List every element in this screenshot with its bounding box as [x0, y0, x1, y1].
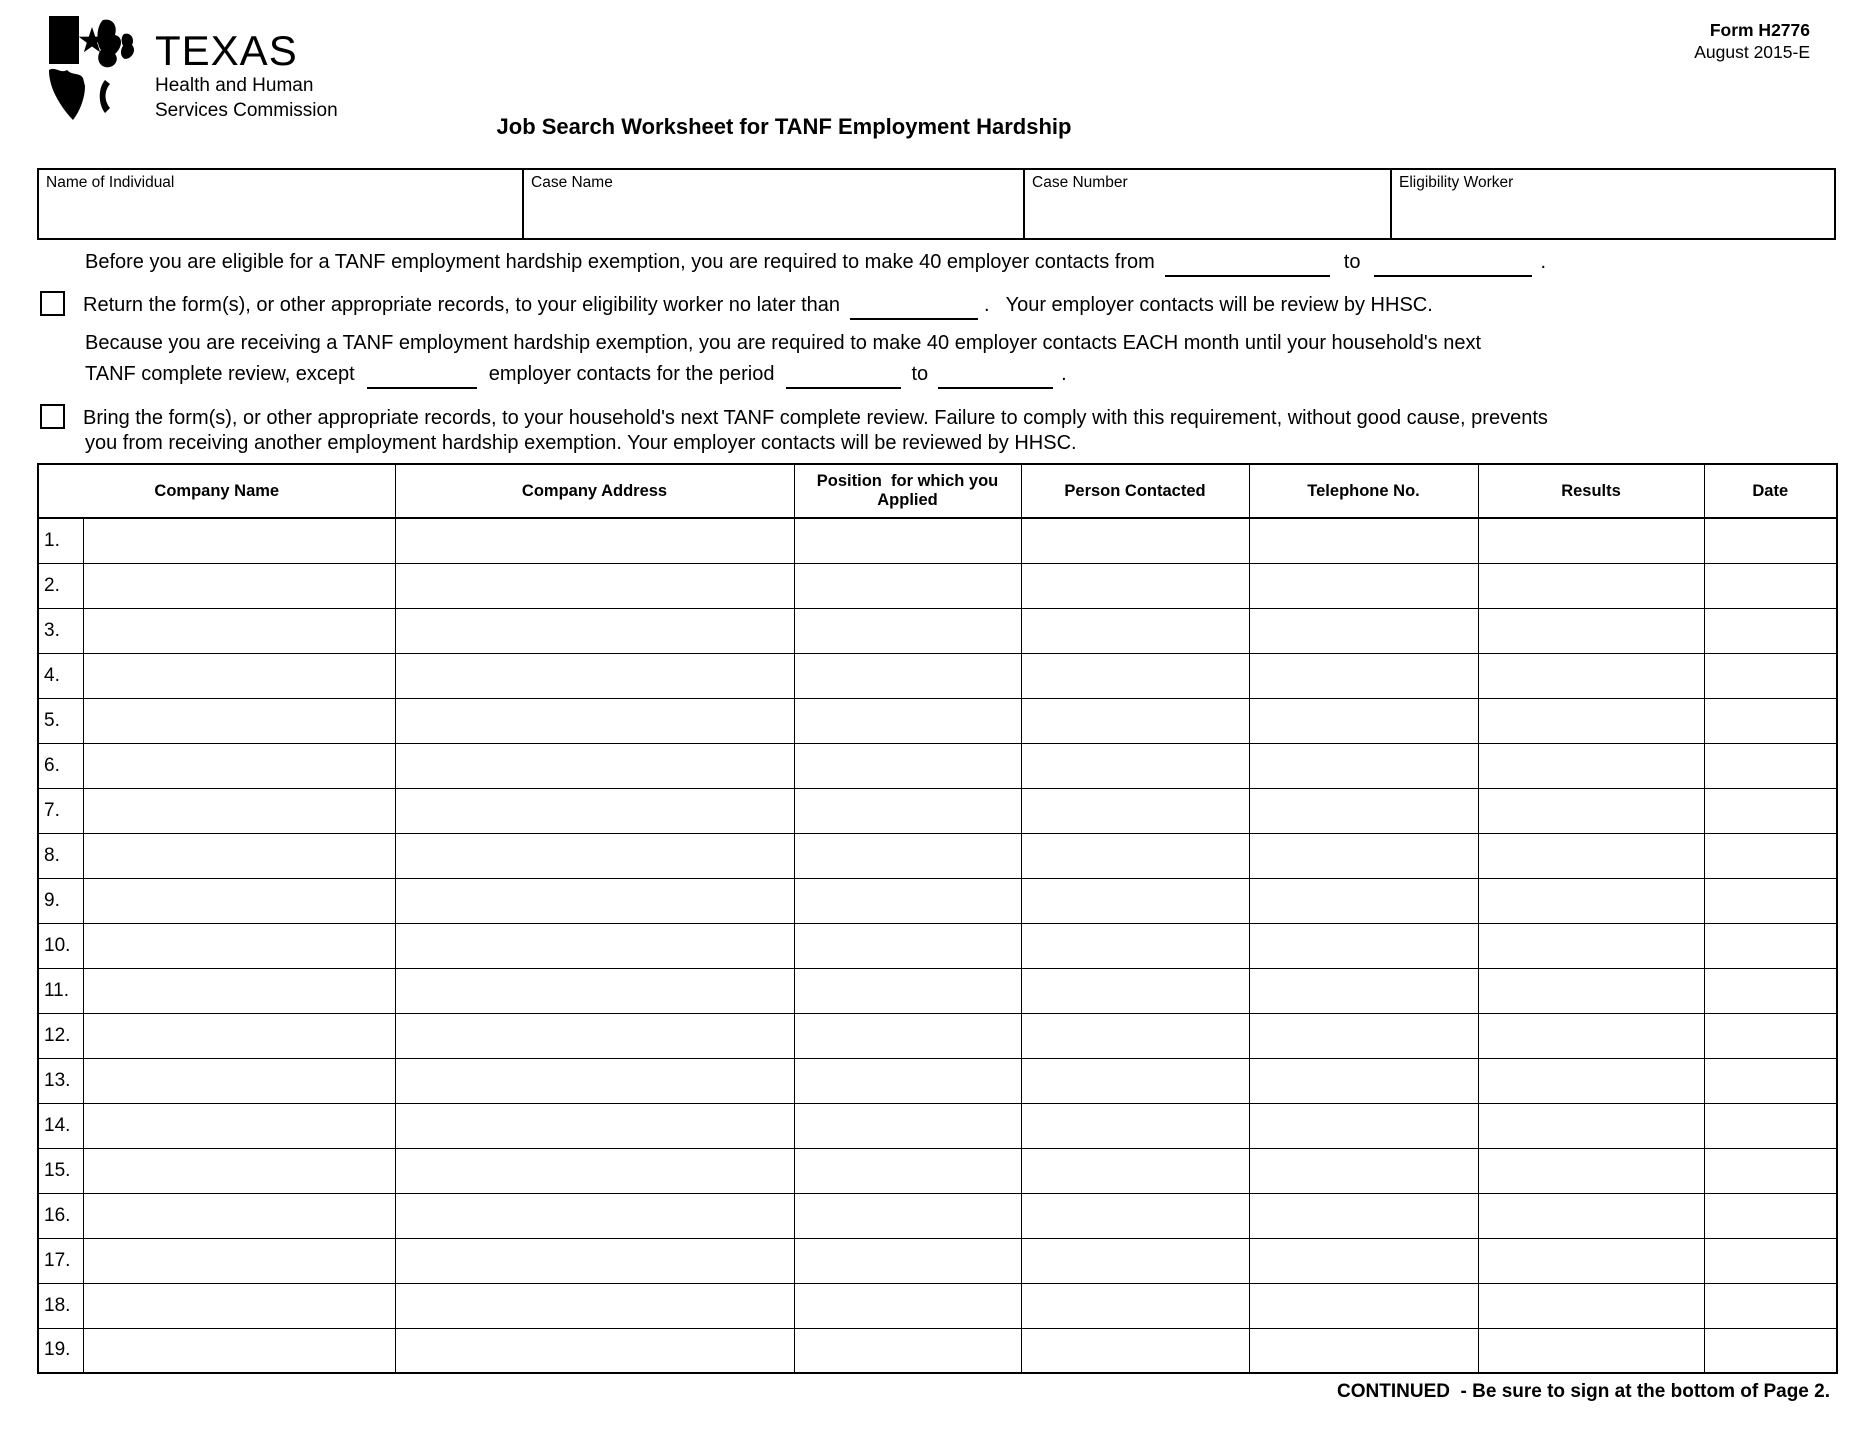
instruction-text: . [1540, 251, 1547, 273]
entry-cell[interactable] [1478, 833, 1704, 878]
entry-cell[interactable] [1021, 698, 1249, 743]
entry-cell[interactable] [1249, 1238, 1478, 1283]
entry-cell[interactable] [1249, 698, 1478, 743]
logo-subtitle-line2: Services Commission [155, 100, 338, 122]
entry-cell[interactable] [1478, 1103, 1704, 1148]
table-row [38, 518, 1837, 563]
entry-cell[interactable] [794, 1238, 1021, 1283]
entry-cell[interactable] [1478, 1238, 1704, 1283]
identification-fields [37, 168, 1836, 240]
row-number: 17. [38, 1238, 83, 1283]
table-row [38, 788, 1837, 833]
instruction-text: to [1343, 251, 1361, 273]
table-row [38, 608, 1837, 653]
entry-cell[interactable] [1249, 833, 1478, 878]
entry-cell[interactable] [395, 1283, 794, 1328]
continued-note: CONTINUED - Be sure to sign at the bottom of Page 2. [1337, 1381, 1830, 1402]
entry-cell[interactable] [1704, 1103, 1837, 1148]
column-header-person-contacted: Person Contacted [1021, 464, 1249, 518]
entry-cell[interactable] [83, 1193, 395, 1238]
form-identifier [1694, 20, 1810, 64]
entry-cell[interactable] [1704, 788, 1837, 833]
entry-cell[interactable] [1249, 1193, 1478, 1238]
entry-cell[interactable] [1249, 788, 1478, 833]
entry-cell[interactable] [1704, 563, 1837, 608]
entry-cell[interactable] [1249, 1058, 1478, 1103]
entry-cell[interactable] [1478, 518, 1704, 563]
entry-cell[interactable] [395, 1058, 794, 1103]
table-row [38, 923, 1837, 968]
table-row [38, 743, 1837, 788]
entry-cell[interactable] [83, 653, 395, 698]
contacts-from-date-blank[interactable] [1165, 257, 1330, 277]
entry-cell[interactable] [794, 1013, 1021, 1058]
entry-cell[interactable] [395, 788, 794, 833]
entry-cell[interactable] [1704, 1148, 1837, 1193]
table-row [38, 1283, 1837, 1328]
entry-cell[interactable] [1704, 878, 1837, 923]
entry-cell[interactable] [794, 608, 1021, 653]
except-contacts-count-blank[interactable] [367, 369, 477, 389]
logo-texas-text: TEXAS [155, 27, 298, 74]
column-header-company-address: Company Address [395, 464, 794, 518]
case-number-label: Case Number [1032, 174, 1128, 191]
entry-cell[interactable] [83, 743, 395, 788]
entry-cell[interactable] [794, 833, 1021, 878]
entry-cell[interactable] [1249, 608, 1478, 653]
row-number: 19. [38, 1328, 83, 1373]
texas-state-icon [47, 14, 147, 122]
table-row [38, 563, 1837, 608]
entry-cell[interactable] [1704, 1058, 1837, 1103]
instruction-text: TANF complete review, except [85, 363, 355, 385]
entry-cell[interactable] [1704, 653, 1837, 698]
entry-cell[interactable] [395, 563, 794, 608]
table-row [38, 1103, 1837, 1148]
row-number: 1. [38, 518, 83, 563]
table-header-row [38, 464, 1837, 518]
form-revision: August 2015-E [1694, 41, 1810, 62]
row-number: 7. [38, 788, 83, 833]
table-row [38, 1013, 1837, 1058]
return-forms-checkbox[interactable] [40, 291, 65, 316]
entry-cell[interactable] [395, 518, 794, 563]
entry-cell[interactable] [1704, 1013, 1837, 1058]
entry-cell[interactable] [1478, 698, 1704, 743]
case-name-label: Case Name [531, 174, 613, 191]
table-row [38, 968, 1837, 1013]
entry-cell[interactable] [794, 518, 1021, 563]
entry-cell[interactable] [1021, 833, 1249, 878]
bring-forms-checkbox[interactable] [40, 404, 65, 429]
entry-cell[interactable] [794, 1283, 1021, 1328]
entry-cell[interactable] [1021, 743, 1249, 788]
row-number: 5. [38, 698, 83, 743]
row-number: 8. [38, 833, 83, 878]
entry-cell[interactable] [1021, 1148, 1249, 1193]
entry-cell[interactable] [1249, 1013, 1478, 1058]
job-table-body [38, 518, 1837, 1373]
entry-cell[interactable] [395, 968, 794, 1013]
entry-cell[interactable] [1478, 653, 1704, 698]
entry-cell[interactable] [1478, 1058, 1704, 1103]
entry-cell[interactable] [83, 878, 395, 923]
entry-cell[interactable] [1249, 743, 1478, 788]
entry-cell[interactable] [794, 698, 1021, 743]
instruction-line-bring-forms-cont [85, 432, 1077, 455]
entry-cell[interactable] [1021, 518, 1249, 563]
entry-cell[interactable] [1478, 968, 1704, 1013]
form-number: Form H2776 [1709, 20, 1810, 40]
entry-cell[interactable] [1704, 1283, 1837, 1328]
entry-cell[interactable] [794, 653, 1021, 698]
entry-cell[interactable] [83, 563, 395, 608]
entry-cell[interactable] [1478, 563, 1704, 608]
row-number: 3. [38, 608, 83, 653]
entry-cell[interactable] [1021, 563, 1249, 608]
entry-cell[interactable] [1478, 1283, 1704, 1328]
entry-cell[interactable] [1704, 833, 1837, 878]
entry-cell[interactable] [395, 833, 794, 878]
entry-cell[interactable] [1478, 1148, 1704, 1193]
entry-cell[interactable] [1704, 518, 1837, 563]
entry-cell[interactable] [395, 1148, 794, 1193]
row-number: 15. [38, 1148, 83, 1193]
entry-cell[interactable] [395, 878, 794, 923]
entry-cell[interactable] [1249, 1103, 1478, 1148]
column-header-results: Results [1478, 464, 1704, 518]
entry-cell[interactable] [1021, 1283, 1249, 1328]
entry-cell[interactable] [1704, 743, 1837, 788]
name-of-individual-label: Name of Individual [46, 174, 175, 191]
entry-cell[interactable] [794, 1148, 1021, 1193]
entry-cell[interactable] [1249, 1328, 1478, 1373]
case-name-field[interactable] [522, 170, 1023, 238]
entry-cell[interactable] [395, 698, 794, 743]
row-number: 18. [38, 1283, 83, 1328]
no-later-than-date-blank[interactable] [850, 300, 978, 320]
instruction-line-return-forms [40, 291, 1433, 320]
instruction-text: Before you are eligible for a TANF employment hardship exemption, you are required to make 40 employer contacts from [85, 251, 1155, 273]
entry-cell[interactable] [1478, 878, 1704, 923]
entry-cell[interactable] [395, 653, 794, 698]
table-row [38, 1328, 1837, 1373]
instruction-text: Because you are receiving a TANF employment hardship exemption, you are required to make 40 employer contacts EACH month until your household's next [85, 332, 1482, 354]
entry-cell[interactable] [395, 1328, 794, 1373]
entry-cell[interactable] [1021, 1193, 1249, 1238]
entry-cell[interactable] [1021, 653, 1249, 698]
entry-cell[interactable] [1704, 968, 1837, 1013]
eligibility-worker-label: Eligibility Worker [1399, 174, 1514, 191]
table-row [38, 1148, 1837, 1193]
table-row [38, 1238, 1837, 1283]
instruction-line-complete-review [85, 363, 1067, 389]
table-row [38, 698, 1837, 743]
entry-cell[interactable] [1704, 1193, 1837, 1238]
instruction-text: Bring the form(s), or other appropriate records, to your household's next TANF complete review. Failure to comply with this requirement, without good cause, prevents [83, 407, 1548, 429]
entry-cell[interactable] [83, 1238, 395, 1283]
entry-cell[interactable] [83, 923, 395, 968]
page-title: Job Search Worksheet for TANF Employment Hardship [496, 114, 1072, 139]
entry-cell[interactable] [83, 788, 395, 833]
entry-cell[interactable] [1478, 1193, 1704, 1238]
row-number: 2. [38, 563, 83, 608]
name-of-individual-field[interactable] [39, 170, 522, 238]
instruction-line-bring-forms [40, 404, 1548, 430]
entry-cell[interactable] [1249, 878, 1478, 923]
eligibility-worker-field[interactable] [1390, 170, 1834, 238]
entry-cell[interactable] [1478, 743, 1704, 788]
row-number: 9. [38, 878, 83, 923]
contacts-to-date-blank[interactable] [1374, 257, 1532, 277]
period-to-date-blank[interactable] [938, 369, 1053, 389]
entry-cell[interactable] [794, 878, 1021, 923]
row-number: 10. [38, 923, 83, 968]
entry-cell[interactable] [1249, 653, 1478, 698]
entry-cell[interactable] [1249, 1283, 1478, 1328]
column-header-telephone: Telephone No. [1249, 464, 1478, 518]
entry-cell[interactable] [83, 1013, 395, 1058]
entry-cell[interactable] [83, 518, 395, 563]
entry-cell[interactable] [1478, 1328, 1704, 1373]
instruction-text: you from receiving another employment hardship exemption. Your employer contacts will be reviewed by HHSC. [85, 432, 1077, 454]
entry-cell[interactable] [1249, 1148, 1478, 1193]
entry-cell[interactable] [83, 1148, 395, 1193]
entry-cell[interactable] [1021, 1013, 1249, 1058]
instruction-text: to [911, 363, 929, 385]
entry-cell[interactable] [794, 1058, 1021, 1103]
entry-cell[interactable] [1021, 608, 1249, 653]
table-row [38, 653, 1837, 698]
entry-cell[interactable] [1021, 1058, 1249, 1103]
row-number: 12. [38, 1013, 83, 1058]
entry-cell[interactable] [1021, 878, 1249, 923]
entry-cell[interactable] [395, 743, 794, 788]
entry-cell[interactable] [83, 1328, 395, 1373]
logo-subtitle-line1: Health and Human [155, 75, 314, 96]
entry-cell[interactable] [395, 1193, 794, 1238]
entry-cell[interactable] [395, 608, 794, 653]
entry-cell[interactable] [83, 1103, 395, 1148]
entry-cell[interactable] [1478, 1013, 1704, 1058]
entry-cell[interactable] [395, 1013, 794, 1058]
texas-hhsc-logo [47, 12, 367, 122]
entry-cell[interactable] [794, 1193, 1021, 1238]
entry-cell[interactable] [83, 1283, 395, 1328]
entry-cell[interactable] [794, 563, 1021, 608]
instruction-text: employer contacts for the period [488, 363, 775, 385]
entry-cell[interactable] [1249, 968, 1478, 1013]
entry-cell[interactable] [1704, 1238, 1837, 1283]
entry-cell[interactable] [794, 968, 1021, 1013]
row-number: 11. [38, 968, 83, 1013]
row-number: 13. [38, 1058, 83, 1103]
entry-cell[interactable] [1478, 608, 1704, 653]
entry-cell[interactable] [1249, 518, 1478, 563]
instruction-text: . [984, 294, 990, 316]
table-row [38, 1193, 1837, 1238]
instruction-line-before-eligible [85, 251, 1546, 277]
job-search-table [37, 463, 1838, 1374]
entry-cell[interactable] [1249, 923, 1478, 968]
period-from-date-blank[interactable] [786, 369, 901, 389]
row-number: 16. [38, 1193, 83, 1238]
entry-cell[interactable] [1249, 563, 1478, 608]
entry-cell[interactable] [83, 833, 395, 878]
row-number: 4. [38, 653, 83, 698]
entry-cell[interactable] [794, 743, 1021, 788]
entry-cell[interactable] [83, 968, 395, 1013]
entry-cell[interactable] [1478, 788, 1704, 833]
instruction-text: Return the form(s), or other appropriate records, to your eligibility worker no later than [83, 294, 841, 316]
entry-cell[interactable] [794, 1328, 1021, 1373]
entry-cell[interactable] [83, 698, 395, 743]
table-row [38, 878, 1837, 923]
entry-cell[interactable] [1021, 788, 1249, 833]
entry-cell[interactable] [794, 923, 1021, 968]
entry-cell[interactable] [395, 1103, 794, 1148]
entry-cell[interactable] [1704, 608, 1837, 653]
entry-cell[interactable] [395, 1238, 794, 1283]
entry-cell[interactable] [1021, 923, 1249, 968]
entry-cell[interactable] [1021, 1328, 1249, 1373]
entry-cell[interactable] [83, 1058, 395, 1103]
row-number: 6. [38, 743, 83, 788]
instruction-text: Your employer contacts will be review by HHSC. [1005, 294, 1433, 316]
entry-cell[interactable] [794, 788, 1021, 833]
case-number-field[interactable] [1023, 170, 1390, 238]
instruction-line-because-receiving [85, 332, 1481, 355]
column-header-company-name: Company Name [38, 464, 395, 518]
table-row [38, 1058, 1837, 1103]
entry-cell[interactable] [1021, 1238, 1249, 1283]
row-number: 14. [38, 1103, 83, 1148]
entry-cell[interactable] [1704, 923, 1837, 968]
column-header-date: Date [1704, 464, 1837, 518]
column-header-position-applied: Position for which you Applied [794, 464, 1021, 518]
entry-cell[interactable] [1704, 698, 1837, 743]
entry-cell[interactable] [1021, 968, 1249, 1013]
instruction-text: . [1061, 363, 1067, 385]
entry-cell[interactable] [794, 1103, 1021, 1148]
entry-cell[interactable] [395, 923, 794, 968]
entry-cell[interactable] [1478, 923, 1704, 968]
entry-cell[interactable] [1704, 1328, 1837, 1373]
entry-cell[interactable] [1021, 1103, 1249, 1148]
table-row [38, 833, 1837, 878]
entry-cell[interactable] [83, 608, 395, 653]
